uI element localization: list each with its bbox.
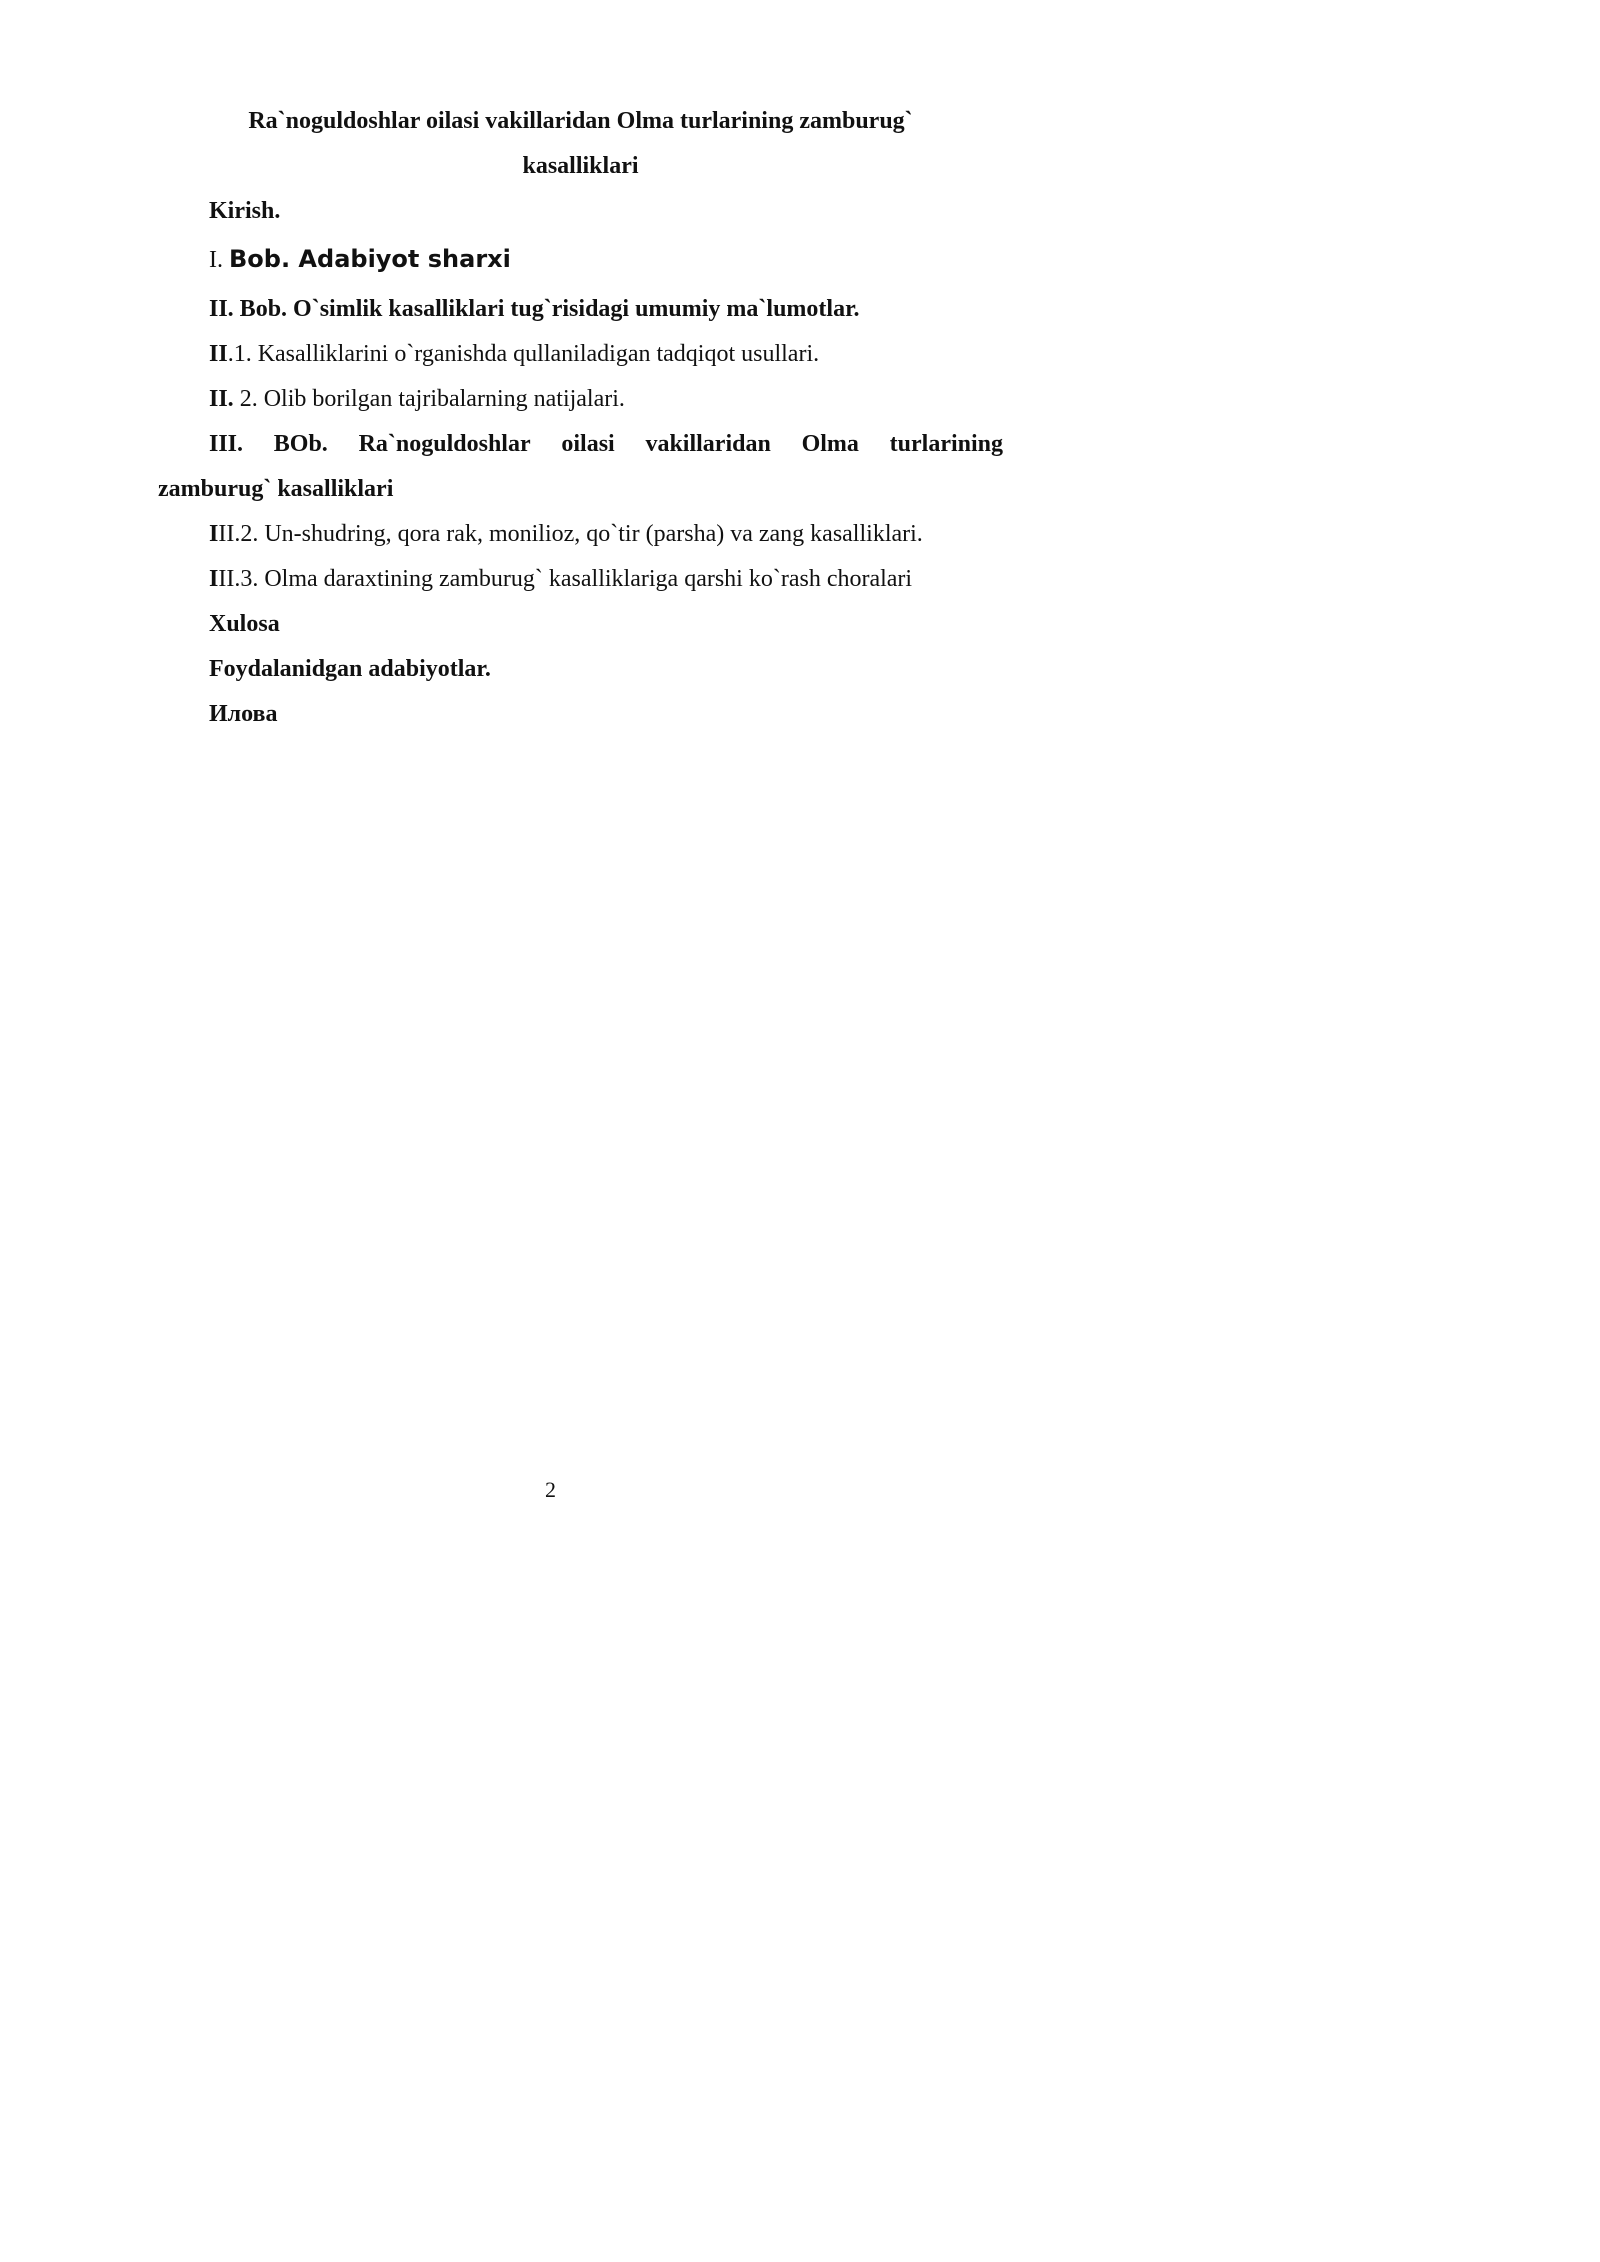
toc-section-2-2-text: 2. Olib borilgan tajribalarning natijalari. bbox=[233, 386, 625, 412]
toc-section-3-2 bbox=[209, 519, 923, 549]
toc-section-2-1 bbox=[209, 339, 819, 369]
toc-section-3-2-number: I bbox=[209, 521, 219, 547]
document-title-line-2: kasalliklari bbox=[522, 153, 639, 179]
toc-xulosa: Xulosa bbox=[209, 611, 280, 637]
toc-kirish: Kirish. bbox=[209, 198, 281, 224]
toc-section-2-2-number: II. bbox=[209, 386, 234, 412]
toc-section-3-3-number: I bbox=[209, 566, 219, 592]
toc-adabiyotlar: Foydalanidgan adabiyotlar. bbox=[209, 656, 491, 682]
toc-section-3-3 bbox=[209, 564, 912, 594]
toc-ilova: Илова bbox=[209, 701, 278, 727]
toc-section-2-2 bbox=[209, 384, 625, 414]
toc-chapter-3-line-1 bbox=[209, 429, 1003, 459]
toc-chapter-1-number: I. bbox=[209, 247, 223, 273]
toc-section-2-1-text: .1. Kasalliklarini o`rganishda qullaniladigan tadqiqot usullari. bbox=[227, 341, 820, 367]
toc-chapter-3-word: III. bbox=[209, 431, 244, 457]
toc-chapter-3-word: vakillaridan bbox=[645, 431, 771, 457]
toc-chapter-1 bbox=[209, 244, 511, 275]
toc-chapter-3-word: BOb. bbox=[273, 431, 328, 457]
toc-section-2-1-number: II bbox=[209, 341, 228, 367]
toc-chapter-3-word: Olma bbox=[801, 431, 859, 457]
document-title-line-1: Ra`noguldoshlar oilasi vakillaridan Olma turlarining zamburug` bbox=[248, 108, 913, 134]
page-number: 2 bbox=[545, 1477, 556, 1502]
toc-chapter-3-word: turlarining bbox=[889, 431, 1003, 457]
toc-chapter-2: II. Bob. O`simlik kasalliklari tug`risidagi umumiy ma`lumotlar. bbox=[209, 296, 860, 322]
toc-chapter-1-title: Bob. Adabiyot sharxi bbox=[229, 245, 511, 273]
toc-section-3-3-text: II.3. Olma daraxtining zamburug` kasalliklariga qarshi ko`rash choralari bbox=[218, 566, 913, 592]
document-page bbox=[0, 0, 1101, 1557]
toc-chapter-3-word: oilasi bbox=[561, 431, 615, 457]
toc-section-3-2-text: II.2. Un-shudring, qora rak, monilioz, qo`tir (parsha) va zang kasalliklari. bbox=[218, 521, 923, 547]
toc-chapter-3-word: Ra`noguldoshlar bbox=[358, 431, 531, 457]
toc-chapter-3-line-2: zamburug` kasalliklari bbox=[158, 476, 394, 502]
